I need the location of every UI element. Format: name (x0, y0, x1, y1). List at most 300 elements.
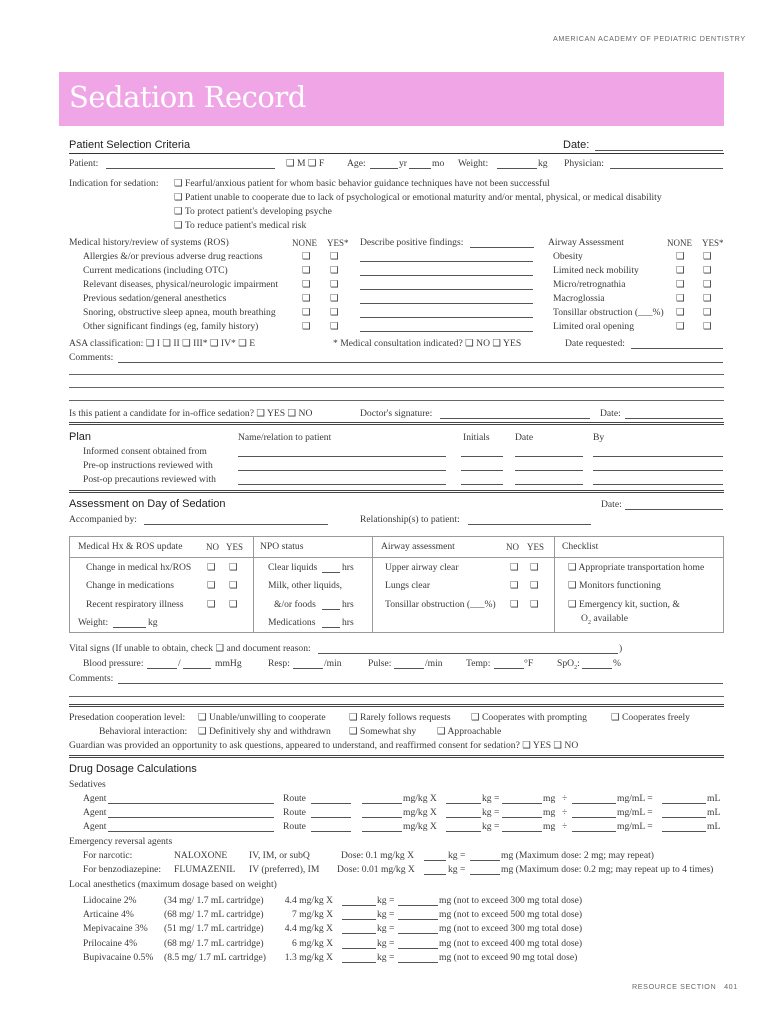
date-field[interactable] (595, 150, 723, 151)
no-header: NO (206, 542, 219, 552)
airway-none-checkbox[interactable]: ❑ (676, 251, 685, 262)
plan-by-field[interactable] (593, 470, 723, 471)
route-field[interactable] (311, 803, 351, 804)
behavior-option[interactable]: ❑ Approachable (437, 726, 502, 737)
airway-item: Tonsillar obstruction (___%) (553, 307, 664, 318)
comments-label: Comments: (69, 673, 114, 684)
indication-option[interactable]: ❑ Fearful/anxious patient for whom basic behavior guidance techniques have not been successful (174, 178, 550, 189)
mg-field[interactable] (502, 831, 542, 832)
local-cartridge: (68 mg/ 1.7 mL cartridge) (164, 937, 264, 949)
local-name: Bupivacaine 0.5% (83, 951, 154, 963)
ml-field[interactable] (662, 803, 706, 804)
plan-col-by: By (593, 432, 605, 443)
kg-eq: kg = (482, 821, 500, 832)
age-mo-field[interactable] (409, 168, 431, 169)
plan-initials-field[interactable] (461, 484, 503, 485)
history-yes-checkbox[interactable]: ❑ (330, 279, 339, 290)
history-none-checkbox[interactable]: ❑ (302, 279, 311, 290)
mg-field[interactable] (502, 817, 542, 818)
paren: ) (619, 643, 623, 654)
airway-item: Obesity (553, 251, 583, 262)
plan-date-field[interactable] (515, 484, 583, 485)
airway-item: Limited oral opening (553, 321, 634, 332)
airway-yes-checkbox[interactable]: ❑ (703, 279, 712, 290)
agent-field[interactable] (108, 831, 274, 832)
accompanied-label: Accompanied by: (69, 514, 137, 525)
date-label: Date: (600, 408, 621, 419)
kg-eq: kg = (482, 793, 500, 804)
physician-field[interactable] (610, 168, 723, 169)
local-label: Local anesthetics (maximum dosage based on weight) (69, 879, 277, 890)
hrs-unit: hrs (342, 562, 354, 573)
local-kg-field[interactable] (342, 905, 376, 906)
mo-unit: mo (432, 158, 445, 169)
finding-line[interactable] (360, 331, 533, 332)
npo-item: Medications (268, 617, 316, 628)
describe-field[interactable] (470, 247, 534, 248)
plan-name-field[interactable] (238, 484, 446, 485)
history-none-checkbox[interactable]: ❑ (302, 293, 311, 304)
kg-eq: kg = (377, 923, 395, 935)
plan-date-field[interactable] (515, 456, 583, 457)
history-yes-checkbox[interactable]: ❑ (330, 293, 339, 304)
presedation-label: Presedation cooperation level: (69, 712, 186, 723)
plan-name-field[interactable] (238, 456, 446, 457)
plan-row-label: Pre-op instructions reviewed with (83, 460, 213, 471)
airway-none-checkbox[interactable]: ❑ (676, 265, 685, 276)
local-dose: 4.4 mg/kg X (284, 895, 333, 906)
dose-field[interactable] (362, 831, 402, 832)
pulse-field[interactable] (394, 668, 424, 669)
pulse-label: Pulse: (368, 658, 392, 669)
narcotic-label: For narcotic: (83, 850, 133, 861)
temp-label: Temp: (466, 658, 491, 669)
section-divider (69, 704, 724, 707)
temp-field[interactable] (494, 668, 524, 669)
local-max: mg (not to exceed 500 mg total dose) (439, 909, 583, 921)
naloxone: NALOXONE (174, 850, 228, 861)
page-number: 401 (724, 982, 738, 991)
airway-assess-item: Lungs clear (385, 580, 431, 591)
coop-option[interactable]: ❑ Unable/unwilling to cooperate (198, 712, 326, 723)
drug-heading: Drug Dosage Calculations (69, 763, 197, 775)
mgkg-label: mg/kg X (403, 821, 437, 832)
mgkg-label: mg/kg X (403, 807, 437, 818)
kg-eq: kg = (448, 864, 466, 875)
behavioral-label: Behavioral interaction: (99, 726, 188, 737)
ml-label: mL (707, 821, 721, 832)
checklist-item[interactable]: ❑ Appropriate transportation home (568, 562, 705, 573)
weight-label: Weight: (458, 158, 489, 169)
accompanied-field[interactable] (144, 524, 328, 525)
yes-header: YES* (702, 238, 724, 248)
section-divider (69, 422, 724, 425)
section-heading: Patient Selection Criteria (69, 139, 191, 151)
airway-yes-checkbox[interactable]: ❑ (703, 293, 712, 304)
guardian-consent[interactable]: Guardian was provided an opportunity to ask questions, appeared to understand, and reaffirmed consent for sedation? ❑ YES ❑ NO (69, 740, 579, 751)
history-yes-checkbox[interactable]: ❑ (330, 321, 339, 332)
comments-line[interactable] (69, 387, 724, 388)
plan-by-field[interactable] (593, 484, 723, 485)
describe-label: Describe positive findings: (360, 237, 464, 248)
coop-option[interactable]: ❑ Cooperates freely (611, 712, 690, 723)
local-max: mg (not to exceed 300 mg total dose) (439, 895, 583, 906)
min-unit: /min (324, 658, 342, 669)
candidate-question[interactable]: Is this patient a candidate for in-office sedation? ❑ YES ❑ NO (69, 408, 313, 419)
route-label: Route (283, 807, 306, 818)
medhx-yes-checkbox[interactable]: ❑ (229, 580, 238, 591)
local-mg-field[interactable] (398, 905, 438, 906)
npo-hrs-field[interactable] (322, 609, 340, 610)
narcotic-max: mg (Maximum dose: 2 mg; may repeat) (501, 850, 654, 861)
history-item: Snoring, obstructive sleep apnea, mouth breathing (83, 307, 276, 318)
plan-initials-field[interactable] (461, 456, 503, 457)
bp-sys-field[interactable] (147, 668, 177, 669)
local-cartridge: (51 mg/ 1.7 mL cartridge) (164, 923, 264, 935)
dose-field[interactable] (362, 817, 402, 818)
local-mg-field[interactable] (398, 919, 438, 920)
history-item: Allergies &/or previous adverse drug reactions (83, 251, 263, 262)
date-label: Date: (601, 499, 622, 510)
relationship-label: Relationship(s) to patient: (360, 514, 460, 525)
age-yr-field[interactable] (370, 168, 398, 169)
patient-label: Patient: (69, 158, 99, 169)
local-mg-field[interactable] (398, 948, 438, 949)
pct-unit: % (613, 658, 621, 669)
route-label: Route (283, 821, 306, 832)
local-max: mg (not to exceed 400 mg total dose) (439, 937, 583, 949)
o2-available (581, 613, 628, 629)
local-kg-field[interactable] (342, 948, 376, 949)
asa-classification[interactable]: ASA classification: ❑ I ❑ II ❑ III* ❑ IV* ❑ E (69, 338, 256, 349)
plan-initials-field[interactable] (461, 470, 503, 471)
benzo-kg-field[interactable] (424, 874, 446, 875)
spo2: SpO (557, 658, 575, 669)
conc-field[interactable] (572, 817, 616, 818)
npo-item: &/or foods (274, 599, 316, 610)
medhx-item: Change in medications (86, 580, 174, 591)
yes-header: YES (226, 542, 244, 552)
coop-option[interactable]: ❑ Cooperates with prompting (471, 712, 587, 723)
none-header: NONE (292, 238, 317, 248)
min-unit: /min (425, 658, 443, 669)
mg-label: mg (543, 807, 556, 818)
behavior-option[interactable]: ❑ Somewhat shy (349, 726, 417, 737)
agent-label: Agent (83, 821, 107, 832)
airway-yes-checkbox[interactable]: ❑ (703, 321, 712, 332)
history-none-checkbox[interactable]: ❑ (302, 321, 311, 332)
local-max: mg (not to exceed 90 mg total dose) (439, 951, 578, 963)
plan-heading: Plan (69, 431, 92, 443)
behavior-option[interactable]: ❑ Definitively shy and withdrawn (198, 726, 331, 737)
comments-line[interactable] (118, 683, 723, 684)
npo-item: Milk, other liquids, (268, 580, 343, 591)
table-rule (69, 557, 724, 558)
weight-field[interactable] (497, 168, 537, 169)
yr-unit: yr (399, 158, 407, 169)
age-label: Age: (347, 158, 366, 169)
benzo-max: mg (Maximum dose: 0.2 mg; may repeat up to 4 times) (501, 864, 714, 875)
comments-line[interactable] (69, 400, 724, 401)
kg-eq: kg = (448, 850, 466, 861)
benzo-route: IV (preferred), IM (249, 864, 320, 875)
weight-field[interactable] (113, 627, 146, 628)
airway-assess-item: Tonsillar obstruction (___%) (385, 599, 496, 610)
medhx-no-checkbox[interactable]: ❑ (207, 599, 216, 610)
airway-none-checkbox[interactable]: ❑ (676, 307, 685, 318)
benzo-dose: Dose: 0.01 mg/kg X (337, 864, 415, 875)
kg-eq: kg = (377, 951, 395, 963)
airway-assess-item: Upper airway clear (385, 562, 459, 573)
patient-field[interactable] (106, 168, 275, 169)
narcotic-dose: Dose: 0.1 mg/kg X (341, 850, 415, 861)
plan-row-label: Informed consent obtained from (83, 446, 207, 457)
airway-yes-checkbox[interactable]: ❑ (703, 251, 712, 262)
bp-dia-field[interactable] (183, 668, 211, 669)
indication-option[interactable]: ❑ Patient unable to cooperate due to lack of psychological or emotional maturity and/or mental, physical, or medical disability (174, 192, 662, 203)
local-cartridge: (34 mg/ 1.7 mL cartridge) (164, 895, 264, 906)
route-label: Route (283, 793, 306, 804)
conc-field[interactable] (572, 831, 616, 832)
narcotic-mg-field[interactable] (470, 860, 500, 861)
ml-label: mL (707, 793, 721, 804)
local-name: Mepivacaine 3% (83, 923, 148, 935)
plan-row-label: Post-op precautions reviewed with (83, 474, 216, 485)
o2: O (581, 613, 588, 624)
airway-none-checkbox[interactable]: ❑ (676, 279, 685, 290)
plan-col-name: Name/relation to patient (238, 432, 332, 443)
airway-no-checkbox[interactable]: ❑ (510, 580, 519, 591)
local-kg-field[interactable] (342, 933, 376, 934)
agent-label: Agent (83, 793, 107, 804)
vital-reason-field[interactable] (318, 653, 618, 654)
npo-hrs-field[interactable] (322, 572, 340, 573)
medhx-yes-checkbox[interactable]: ❑ (229, 599, 238, 610)
local-mg-field[interactable] (398, 933, 438, 934)
page-title: Sedation Record (69, 80, 306, 114)
comments-line[interactable] (69, 696, 724, 697)
airway-item: Micro/retrognathia (553, 279, 626, 290)
physician-label: Physician: (564, 158, 604, 169)
footer-section (632, 981, 738, 993)
local-dose: 6 mg/kg X (291, 937, 333, 949)
local-name: Articaine 4% (83, 909, 134, 921)
airway-item: Limited neck mobility (553, 265, 639, 276)
airway-none-checkbox[interactable]: ❑ (676, 293, 685, 304)
route-field[interactable] (311, 831, 351, 832)
aods-heading: Assessment on Day of Sedation (69, 498, 226, 510)
ml-field[interactable] (662, 831, 706, 832)
indication-option[interactable]: ❑ To protect patient's developing psyche (174, 206, 332, 217)
airway-yes-checkbox[interactable]: ❑ (703, 307, 712, 318)
benzo-mg-field[interactable] (470, 874, 500, 875)
medhx-item: Recent respiratory illness (86, 599, 184, 610)
divider (69, 153, 724, 154)
finding-line[interactable] (360, 261, 533, 262)
airway-no-checkbox[interactable]: ❑ (510, 562, 519, 573)
hrs-unit: hrs (342, 617, 354, 628)
mgml-label: mg/mL = (617, 793, 653, 804)
airway-yes-checkbox[interactable]: ❑ (530, 599, 539, 610)
o2-sub: 2 (587, 619, 591, 626)
sex-options[interactable]: ❑ M ❑ F (286, 158, 325, 169)
yes-header: YES* (327, 238, 349, 248)
date-requested-label: Date requested: (565, 338, 625, 349)
dose-field[interactable] (362, 803, 402, 804)
vital-signs-label[interactable]: Vital signs (If unable to obtain, check ❑ and document reason: (69, 643, 311, 654)
doctor-signature-field[interactable] (440, 418, 590, 419)
doctor-signature-label: Doctor's signature: (360, 408, 433, 419)
spo2-sub: 2 (574, 664, 578, 671)
history-yes-checkbox[interactable]: ❑ (330, 251, 339, 262)
finding-line[interactable] (360, 275, 533, 276)
section-divider (69, 755, 724, 758)
checklist-item[interactable]: ❑ Emergency kit, suction, & (568, 599, 680, 610)
spo2-field[interactable] (582, 668, 612, 669)
mg-field[interactable] (502, 803, 542, 804)
table-rule (554, 536, 555, 633)
local-dose: 1.3 mg/kg X (284, 951, 333, 963)
medhx-no-checkbox[interactable]: ❑ (207, 580, 216, 591)
org-name: AMERICAN ACADEMY OF PEDIATRIC DENTISTRY (553, 34, 746, 43)
airway-item: Macroglossia (553, 293, 605, 304)
finding-line[interactable] (360, 289, 533, 290)
plan-name-field[interactable] (238, 470, 446, 471)
o2-rest: available (590, 613, 628, 624)
divide: ÷ (562, 793, 568, 804)
history-item: Relevant diseases, physical/neurologic impairment (83, 279, 279, 290)
none-header: NONE (667, 238, 692, 248)
date-field[interactable] (625, 509, 723, 510)
yes-header: YES (527, 542, 545, 552)
airway-none-checkbox[interactable]: ❑ (676, 321, 685, 332)
plan-col-date: Date (515, 432, 534, 443)
history-heading: Medical history/review of systems (ROS) (69, 237, 229, 248)
consult-question[interactable]: * Medical consultation indicated? ❑ NO ❑ YES (333, 338, 522, 349)
medhx-yes-checkbox[interactable]: ❑ (229, 562, 238, 573)
history-none-checkbox[interactable]: ❑ (302, 251, 311, 262)
narcotic-route: IV, IM, or subQ (249, 850, 310, 861)
indication-label: Indication for sedation: (69, 178, 159, 189)
kg-field[interactable] (446, 831, 481, 832)
kg-field[interactable] (446, 817, 481, 818)
finding-line[interactable] (360, 303, 533, 304)
ml-field[interactable] (662, 817, 706, 818)
local-cartridge: (68 mg/ 1.7 mL cartridge) (164, 909, 264, 921)
history-item: Current medications (including OTC) (83, 265, 228, 276)
hrs-unit: hrs (342, 599, 354, 610)
flumazenil: FLUMAZENIL (174, 864, 236, 875)
route-field[interactable] (311, 817, 351, 818)
kg-eq: kg = (377, 895, 395, 906)
reversal-label: Emergency reversal agents (69, 836, 173, 847)
sedatives-label: Sedatives (69, 779, 106, 790)
airway-no-checkbox[interactable]: ❑ (510, 599, 519, 610)
kg-eq: kg = (377, 909, 395, 921)
airway-yes-checkbox[interactable]: ❑ (530, 580, 539, 591)
benzo-label: For benzodiazepine: (83, 864, 162, 875)
date-field[interactable] (625, 418, 723, 419)
col-airway: Airway assessment (381, 541, 455, 552)
bp-label: Blood pressure: (83, 658, 144, 669)
npo-item: Clear liquids (268, 562, 318, 573)
history-item: Previous sedation/general anesthetics (83, 293, 227, 304)
divide: ÷ (562, 821, 568, 832)
table-rule (372, 536, 373, 633)
history-yes-checkbox[interactable]: ❑ (330, 265, 339, 276)
airway-yes-checkbox[interactable]: ❑ (530, 562, 539, 573)
date-label: Date: (563, 139, 590, 151)
section-divider (69, 490, 724, 493)
comments-line[interactable] (69, 374, 724, 375)
history-yes-checkbox[interactable]: ❑ (330, 307, 339, 318)
weight-label: Weight: (78, 617, 109, 628)
relationship-field[interactable] (468, 524, 591, 525)
spo2-label: SpO$_2$: (557, 658, 580, 671)
footer-section-text: RESOURCE SECTION (632, 982, 717, 991)
date-requested-field[interactable] (631, 348, 723, 349)
medhx-no-checkbox[interactable]: ❑ (207, 562, 216, 573)
mgml-label: mg/mL = (617, 807, 653, 818)
agent-field[interactable] (108, 803, 274, 804)
plan-col-initials: Initials (463, 432, 490, 443)
mg-label: mg (543, 793, 556, 804)
checklist-item[interactable]: ❑ Monitors functioning (568, 580, 661, 591)
indication-option[interactable]: ❑ To reduce patient's medical risk (174, 220, 307, 231)
narcotic-kg-field[interactable] (424, 860, 446, 861)
resp-field[interactable] (293, 668, 323, 669)
local-max: mg (not to exceed 300 mg total dose) (439, 923, 583, 935)
medhx-item: Change in medical hx/ROS (86, 562, 192, 573)
plan-date-field[interactable] (515, 470, 583, 471)
col-medhx: Medical Hx & ROS update (78, 541, 183, 552)
ml-label: mL (707, 807, 721, 818)
kg-field[interactable] (446, 803, 481, 804)
kg-unit: kg (538, 158, 548, 169)
col-checklist: Checklist (562, 541, 599, 552)
local-kg-field[interactable] (342, 962, 376, 963)
comments-line[interactable] (118, 362, 723, 363)
mgkg-label: mg/kg X (403, 793, 437, 804)
local-kg-field[interactable] (342, 919, 376, 920)
history-none-checkbox[interactable]: ❑ (302, 265, 311, 276)
local-cartridge: (8.5 mg/ 1.7 mL cartridge) (164, 951, 266, 963)
local-dose: 4.4 mg/kg X (284, 923, 333, 935)
history-item: Other significant findings (eg, family history) (83, 321, 259, 332)
coop-option[interactable]: ❑ Rarely follows requests (349, 712, 451, 723)
plan-by-field[interactable] (593, 456, 723, 457)
kg-unit: kg (148, 617, 158, 628)
conc-field[interactable] (572, 803, 616, 804)
degf-unit: °F (524, 658, 534, 669)
kg-eq: kg = (377, 937, 395, 949)
slash: / (178, 658, 181, 669)
no-header: NO (506, 542, 519, 552)
divide: ÷ (562, 807, 568, 818)
npo-hrs-field[interactable] (322, 627, 340, 628)
agent-field[interactable] (108, 817, 274, 818)
mgml-label: mg/mL = (617, 821, 653, 832)
local-mg-field[interactable] (398, 962, 438, 963)
kg-eq: kg = (482, 807, 500, 818)
mmhg-unit: mmHg (215, 658, 242, 669)
mg-label: mg (543, 821, 556, 832)
finding-line[interactable] (360, 317, 533, 318)
history-none-checkbox[interactable]: ❑ (302, 307, 311, 318)
airway-yes-checkbox[interactable]: ❑ (703, 265, 712, 276)
resp-label: Resp: (268, 658, 290, 669)
agent-label: Agent (83, 807, 107, 818)
